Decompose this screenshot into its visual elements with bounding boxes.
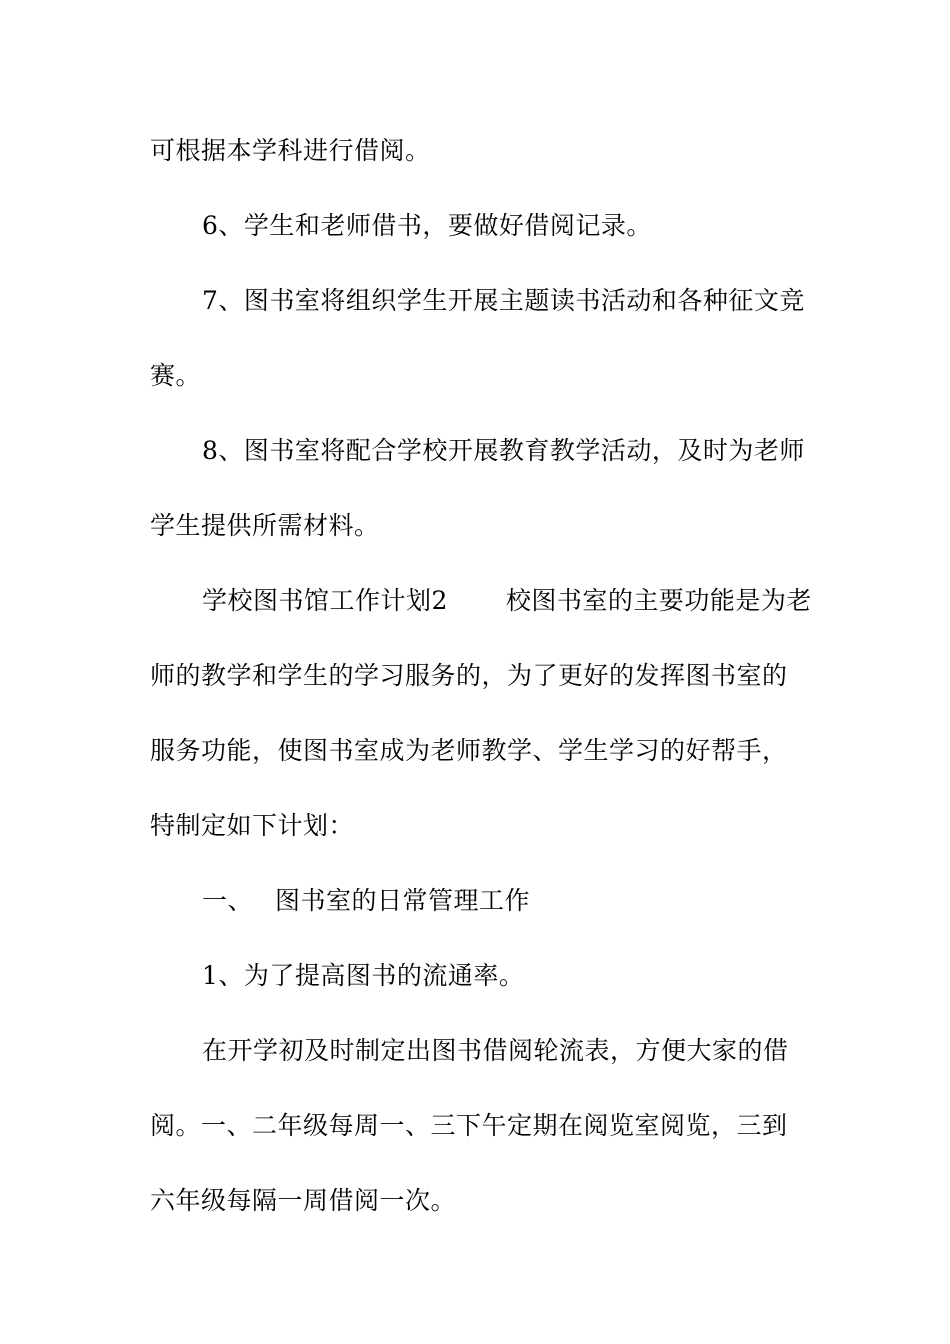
paragraph-line: 学生提供所需材料。 <box>150 511 380 540</box>
section-heading-line <box>202 583 882 619</box>
subheading-number: 一、 <box>202 886 254 915</box>
paragraph-line: 赛。 <box>150 361 202 390</box>
paragraph-line: 特制定如下计划： <box>150 811 355 840</box>
paragraph-line: 6、学生和老师借书，要做好借阅记录。 <box>202 211 652 240</box>
subheading-line <box>202 883 882 919</box>
section-title: 学校图书馆工作计划2 <box>202 586 448 615</box>
paragraph-line: 可根据本学科进行借阅。 <box>150 136 431 165</box>
paragraph-line: 阅。一、二年级每周一、三下午定期在阅览室阅览，三到 <box>150 1111 788 1140</box>
paragraph-line: 六年级每隔一周借阅一次。 <box>150 1186 457 1215</box>
paragraph-line: 服务功能，使图书室成为老师教学、学生学习的好帮手， <box>150 736 788 765</box>
paragraph-start: 校图书室的主要功能是为老 <box>505 586 812 615</box>
paragraph-line: 8、图书室将配合学校开展教育教学活动，及时为老师 <box>202 436 805 465</box>
subheading-title: 图书室的日常管理工作 <box>275 886 531 915</box>
paragraph-line: 师的教学和学生的学习服务的，为了更好的发挥图书室的 <box>150 661 788 690</box>
paragraph-line: 在开学初及时制定出图书借阅轮流表，方便大家的借 <box>202 1036 789 1065</box>
paragraph-line: 7、图书室将组织学生开展主题读书活动和各种征文竞 <box>202 286 805 315</box>
paragraph-line: 1、为了提高图书的流通率。 <box>202 961 525 990</box>
